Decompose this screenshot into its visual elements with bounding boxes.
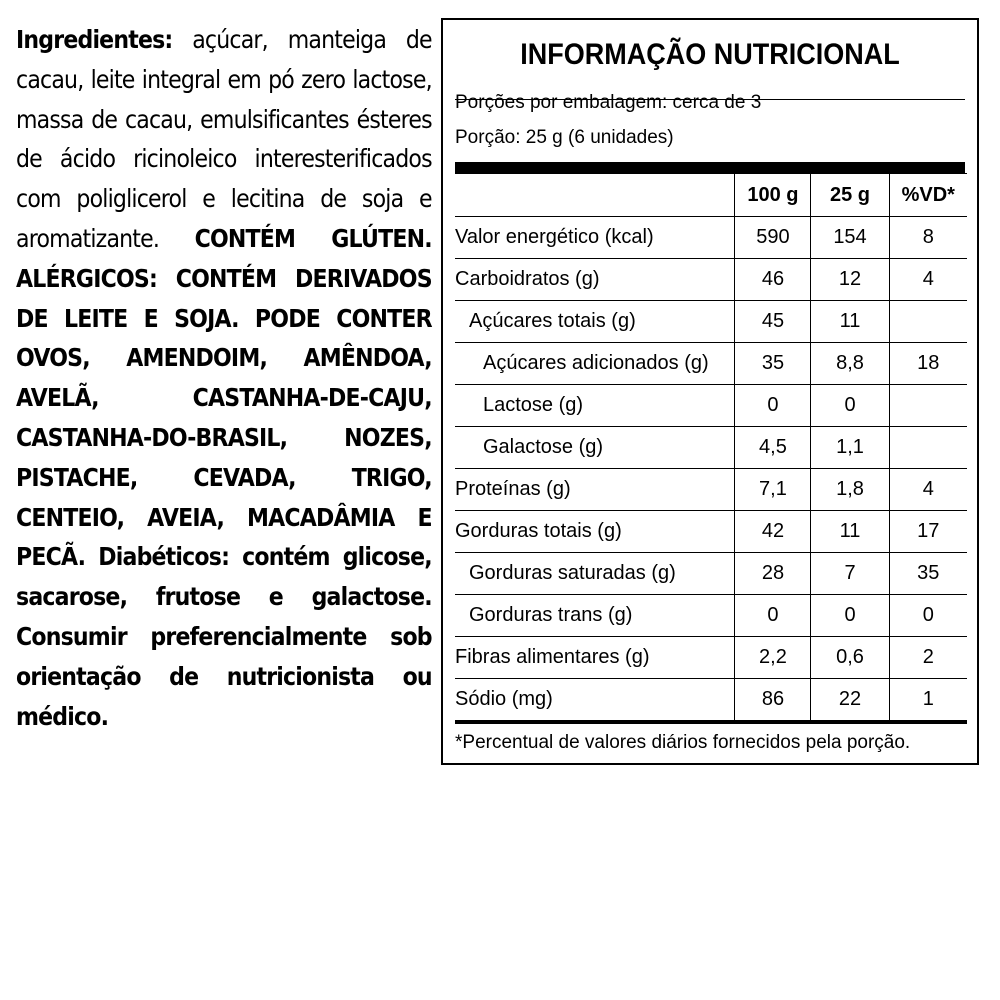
ingredients-list: açúcar, manteiga de cacau, leite integral em pó zero lactose, massa de cacau, emulsificantes ésteres de ácido ricinoleico interesterificados com poliglicerol e lecitina de soja e aromatizante.	[16, 25, 432, 253]
nutrition-title: INFORMAÇÃO NUTRICIONAL	[520, 38, 900, 71]
nutrient-label: Fibras alimentares (g)	[455, 637, 735, 679]
value-vd: 4	[889, 259, 967, 301]
ingredients-text	[16, 20, 432, 736]
nutrient-label: Açúcares adicionados (g)	[455, 343, 735, 385]
value-25g: 1,1	[811, 427, 889, 469]
nutrient-label: Gorduras saturadas (g)	[455, 553, 735, 595]
header-vd: %VD*	[889, 174, 967, 217]
ingredients-label: Ingredientes:	[16, 25, 173, 54]
nutrient-label: Valor energético (kcal)	[455, 217, 735, 259]
table-header-row	[455, 174, 967, 217]
value-vd: 4	[889, 469, 967, 511]
value-25g: 0,6	[811, 637, 889, 679]
table-row	[455, 385, 967, 427]
value-vd: 8	[889, 217, 967, 259]
value-100g: 0	[735, 595, 811, 637]
value-25g: 0	[811, 385, 889, 427]
nutrient-label: Açúcares totais (g)	[455, 301, 735, 343]
nutrition-table	[455, 173, 967, 724]
header-100g: 100 g	[735, 174, 811, 217]
diabetics-warning: Diabéticos: contém glicose, sacarose, frutose e galactose. Consumir preferencialmente sob orientação de nutricionista ou médico.	[16, 542, 432, 731]
value-25g: 11	[811, 511, 889, 553]
nutrient-label: Sódio (mg)	[455, 679, 735, 723]
table-row	[455, 595, 967, 637]
nutrient-label: Galactose (g)	[455, 427, 735, 469]
value-vd: 2	[889, 637, 967, 679]
table-row	[455, 469, 967, 511]
nutrition-facts-panel	[441, 18, 979, 765]
table-row	[455, 217, 967, 259]
table-row	[455, 301, 967, 343]
value-vd	[889, 385, 967, 427]
value-100g: 28	[735, 553, 811, 595]
value-25g: 1,8	[811, 469, 889, 511]
value-25g: 11	[811, 301, 889, 343]
value-100g: 86	[735, 679, 811, 723]
nutrient-label: Lactose (g)	[455, 385, 735, 427]
value-100g: 4,5	[735, 427, 811, 469]
value-vd: 35	[889, 553, 967, 595]
value-100g: 46	[735, 259, 811, 301]
table-row	[455, 343, 967, 385]
value-vd: 1	[889, 679, 967, 723]
allergen-warning: CONTÉM GLÚTEN. ALÉRGICOS: CONTÉM DERIVADOS DE LEITE E SOJA. PODE CONTER OVOS, AMENDOIM, AMÊNDOA, AVELÃ, CASTANHA-DE-CAJU, CASTANHA-DO-BRASIL, NOZES, PISTACHE, CEVADA, TRIGO, CENTEIO, AVEIA, MACADÂMIA E PECÃ.	[16, 223, 432, 572]
value-100g: 45	[735, 301, 811, 343]
value-100g: 2,2	[735, 637, 811, 679]
nutrient-label: Carboidratos (g)	[455, 259, 735, 301]
table-row	[455, 637, 967, 679]
thick-divider	[455, 162, 965, 173]
footnote: *Percentual de valores diários fornecidos pela porção.	[455, 732, 911, 753]
nutrient-label: Gorduras totais (g)	[455, 511, 735, 553]
value-vd: 18	[889, 343, 967, 385]
value-100g: 42	[735, 511, 811, 553]
value-100g: 35	[735, 343, 811, 385]
value-100g: 0	[735, 385, 811, 427]
table-row	[455, 427, 967, 469]
value-100g: 7,1	[735, 469, 811, 511]
value-vd	[889, 301, 967, 343]
nutrient-label: Proteínas (g)	[455, 469, 735, 511]
value-25g: 7	[811, 553, 889, 595]
value-25g: 22	[811, 679, 889, 723]
table-row	[455, 259, 967, 301]
nutrient-label: Gorduras trans (g)	[455, 595, 735, 637]
header-25g: 25 g	[811, 174, 889, 217]
serving-size: Porção: 25 g (6 unidades)	[455, 127, 674, 148]
value-100g: 590	[735, 217, 811, 259]
value-25g: 0	[811, 595, 889, 637]
value-vd: 17	[889, 511, 967, 553]
value-25g: 12	[811, 259, 889, 301]
header-label	[455, 174, 735, 217]
value-25g: 154	[811, 217, 889, 259]
table-row	[455, 511, 967, 553]
table-row	[455, 679, 967, 723]
value-25g: 8,8	[811, 343, 889, 385]
servings-per-package: Porções por embalagem: cerca de 3	[455, 92, 762, 113]
table-row	[455, 553, 967, 595]
value-vd: 0	[889, 595, 967, 637]
value-vd	[889, 427, 967, 469]
